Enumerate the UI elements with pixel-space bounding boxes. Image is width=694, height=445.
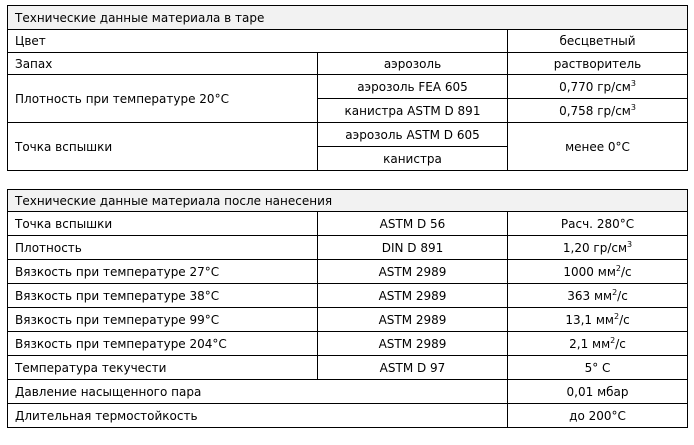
test-method: ASTM D 97 [318, 356, 508, 380]
density-label: Плотность при температуре 20°C [8, 75, 318, 123]
table-row [8, 404, 688, 428]
table-row [8, 212, 688, 236]
test-method: ASTM D 56 [318, 212, 508, 236]
property-label: Вязкость при температуре 38°C [8, 284, 318, 308]
smell-condition: аэрозоль [318, 53, 508, 75]
property-value: 363 $мм^2/с$ [508, 284, 688, 308]
property-label: Длительная термостойкость [8, 404, 508, 428]
table-title: Технические данные материала после нанесения [8, 190, 688, 212]
property-value: 5° C [508, 356, 688, 380]
property-label: Вязкость при температуре 204°C [8, 332, 318, 356]
property-value: 0,01 мбар [508, 380, 688, 404]
smell-value: растворитель [508, 53, 688, 75]
material-after-application-table [7, 189, 688, 428]
property-value: 1,20 $гр/см^3$ [508, 236, 688, 260]
property-value: Расч. 280°C [508, 212, 688, 236]
property-value: 2,1 $мм^2/с$ [508, 332, 688, 356]
property-label: Давление насыщенного пара [8, 380, 508, 404]
test-method: ASTM 2989 [318, 332, 508, 356]
property-label: Температура текучести [8, 356, 318, 380]
table-row [8, 236, 688, 260]
table-row [8, 260, 688, 284]
test-method: DIN D 891 [318, 236, 508, 260]
table-row [8, 284, 688, 308]
color-label: Цвет [8, 30, 508, 53]
density-value: 0,770 $гр/см^3$ [508, 75, 688, 99]
test-method: ASTM 2989 [318, 260, 508, 284]
color-value: бесцветный [508, 30, 688, 53]
property-label: Вязкость при температуре 99°C [8, 308, 318, 332]
table-title: Технические данные материала в таре [8, 6, 688, 30]
flash-point-value: менее 0°C [508, 123, 688, 171]
property-label: Точка вспышки [8, 212, 318, 236]
density-condition: канистра ASTM D 891 [318, 99, 508, 123]
property-value: 13,1 $мм^2/с$ [508, 308, 688, 332]
table-row [8, 308, 688, 332]
property-value: 1000 $мм^2/с$ [508, 260, 688, 284]
test-method: ASTM 2989 [318, 308, 508, 332]
flash-point-label: Точка вспышки [8, 123, 318, 171]
flash-point-condition: аэрозоль ASTM D 605 [318, 123, 508, 147]
table-row [8, 332, 688, 356]
density-condition: аэрозоль FEA 605 [318, 75, 508, 99]
table-row [8, 380, 688, 404]
table-row [8, 356, 688, 380]
density-value: 0,758 $гр/см^3$ [508, 99, 688, 123]
flash-point-condition: канистра [318, 147, 508, 171]
property-value: до 200°C [508, 404, 688, 428]
smell-label: Запах [8, 53, 318, 75]
property-label: Вязкость при температуре 27°C [8, 260, 318, 284]
material-in-container-table [7, 5, 688, 171]
property-label: Плотность [8, 236, 318, 260]
test-method: ASTM 2989 [318, 284, 508, 308]
